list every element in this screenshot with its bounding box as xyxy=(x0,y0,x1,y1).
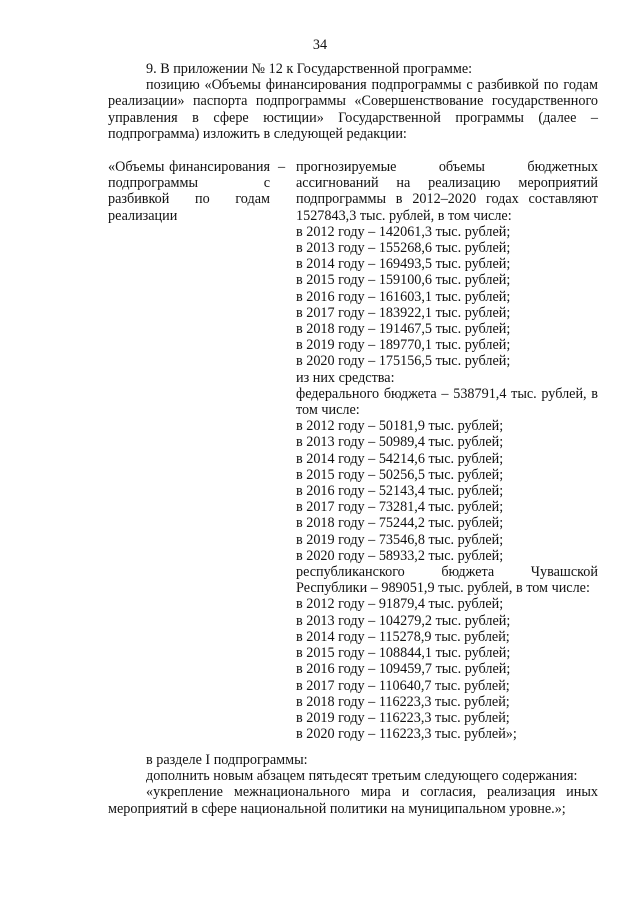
page-number: 34 xyxy=(312,37,328,53)
financing-line: в 2012 году – 50181,9 тыс. рублей; xyxy=(296,418,504,435)
financing-line: в 2012 году – 142061,3 тыс. рублей; xyxy=(296,223,511,240)
financing-line: республиканского бюджета Чувашской Республики – 989051,9 тыс. рублей, в том числе: xyxy=(296,564,598,597)
financing-line: в 2017 году – 110640,7 тыс. рублей; xyxy=(296,677,510,694)
amendment-text: «укрепление межнационального мира и согласия, реализация иных мероприятий в сфере национальной политики на муниципальном уровне.»; xyxy=(108,784,598,817)
financing-line: в 2013 году – 155268,6 тыс. рублей; xyxy=(296,240,511,257)
financing-line: в 2020 году – 116223,3 тыс. рублей»; xyxy=(296,726,517,743)
financing-line: в 2018 году – 191467,5 тыс. рублей; xyxy=(296,321,511,338)
financing-line: прогнозируемые объемы бюджетных ассигнований на реализацию мероприятий подпрограммы в 2012–2020 годах составляют 1527843,3 тыс. рублей, в том числе: xyxy=(296,159,598,224)
financing-label: «Объемы финансирования подпрограммы с разбивкой по годам реализации xyxy=(108,159,270,224)
financing-line: в 2016 году – 161603,1 тыс. рублей; xyxy=(296,288,511,305)
financing-line: в 2019 году – 116223,3 тыс. рублей; xyxy=(296,709,510,726)
financing-line: в 2015 году – 159100,6 тыс. рублей; xyxy=(296,272,511,289)
section-reference: в разделе I подпрограммы: xyxy=(146,752,308,768)
financing-line: в 2014 году – 169493,5 тыс. рублей; xyxy=(296,256,511,273)
financing-line: в 2013 году – 50989,4 тыс. рублей; xyxy=(296,434,504,451)
financing-line: в 2015 году – 108844,1 тыс. рублей; xyxy=(296,645,511,662)
financing-line: в 2017 году – 73281,4 тыс. рублей; xyxy=(296,499,504,516)
financing-line: в 2019 году – 73546,8 тыс. рублей; xyxy=(296,531,504,548)
financing-line: в 2020 году – 58933,2 тыс. рублей; xyxy=(296,547,504,564)
financing-line: в 2020 году – 175156,5 тыс. рублей; xyxy=(296,353,511,370)
financing-line: в 2016 году – 109459,7 тыс. рублей; xyxy=(296,661,511,678)
financing-line: в 2012 году – 91879,4 тыс. рублей; xyxy=(296,596,504,613)
financing-line: в 2014 году – 115278,9 тыс. рублей; xyxy=(296,628,510,645)
financing-line: в 2016 году – 52143,4 тыс. рублей; xyxy=(296,483,504,500)
separator-dash: – xyxy=(278,159,286,175)
amendment-section xyxy=(108,752,598,817)
financing-line: в 2018 году – 75244,2 тыс. рублей; xyxy=(296,515,504,532)
financing-line: в 2013 году – 104279,2 тыс. рублей; xyxy=(296,612,511,629)
financing-line: в 2015 году – 50256,5 тыс. рублей; xyxy=(296,466,504,483)
financing-line: федерального бюджета – 538791,4 тыс. рублей, в том числе: xyxy=(296,385,598,419)
financing-line: в 2017 году – 183922,1 тыс. рублей; xyxy=(296,304,511,321)
financing-line: в 2018 году – 116223,3 тыс. рублей; xyxy=(296,693,510,710)
intro-paragraph: позицию «Объемы финансирования подпрограммы с разбивкой по годам реализации» паспорта подпрограммы «Совершенствование государственного управления в сфере юстиции» Государственной программы (далее – подпрограмма) изложить в следующей редакции: xyxy=(108,77,598,142)
intro-section xyxy=(108,61,598,142)
intro-heading: 9. В приложении № 12 к Государственной программе: xyxy=(146,61,473,77)
financing-line: в 2014 году – 54214,6 тыс. рублей; xyxy=(296,450,504,467)
amendment-instruction: дополнить новым абзацем пятьдесят третьим следующего содержания: xyxy=(146,768,578,785)
financing-line: из них средства: xyxy=(296,369,395,386)
financing-details xyxy=(296,159,598,742)
financing-line: в 2019 году – 189770,1 тыс. рублей; xyxy=(296,337,511,354)
